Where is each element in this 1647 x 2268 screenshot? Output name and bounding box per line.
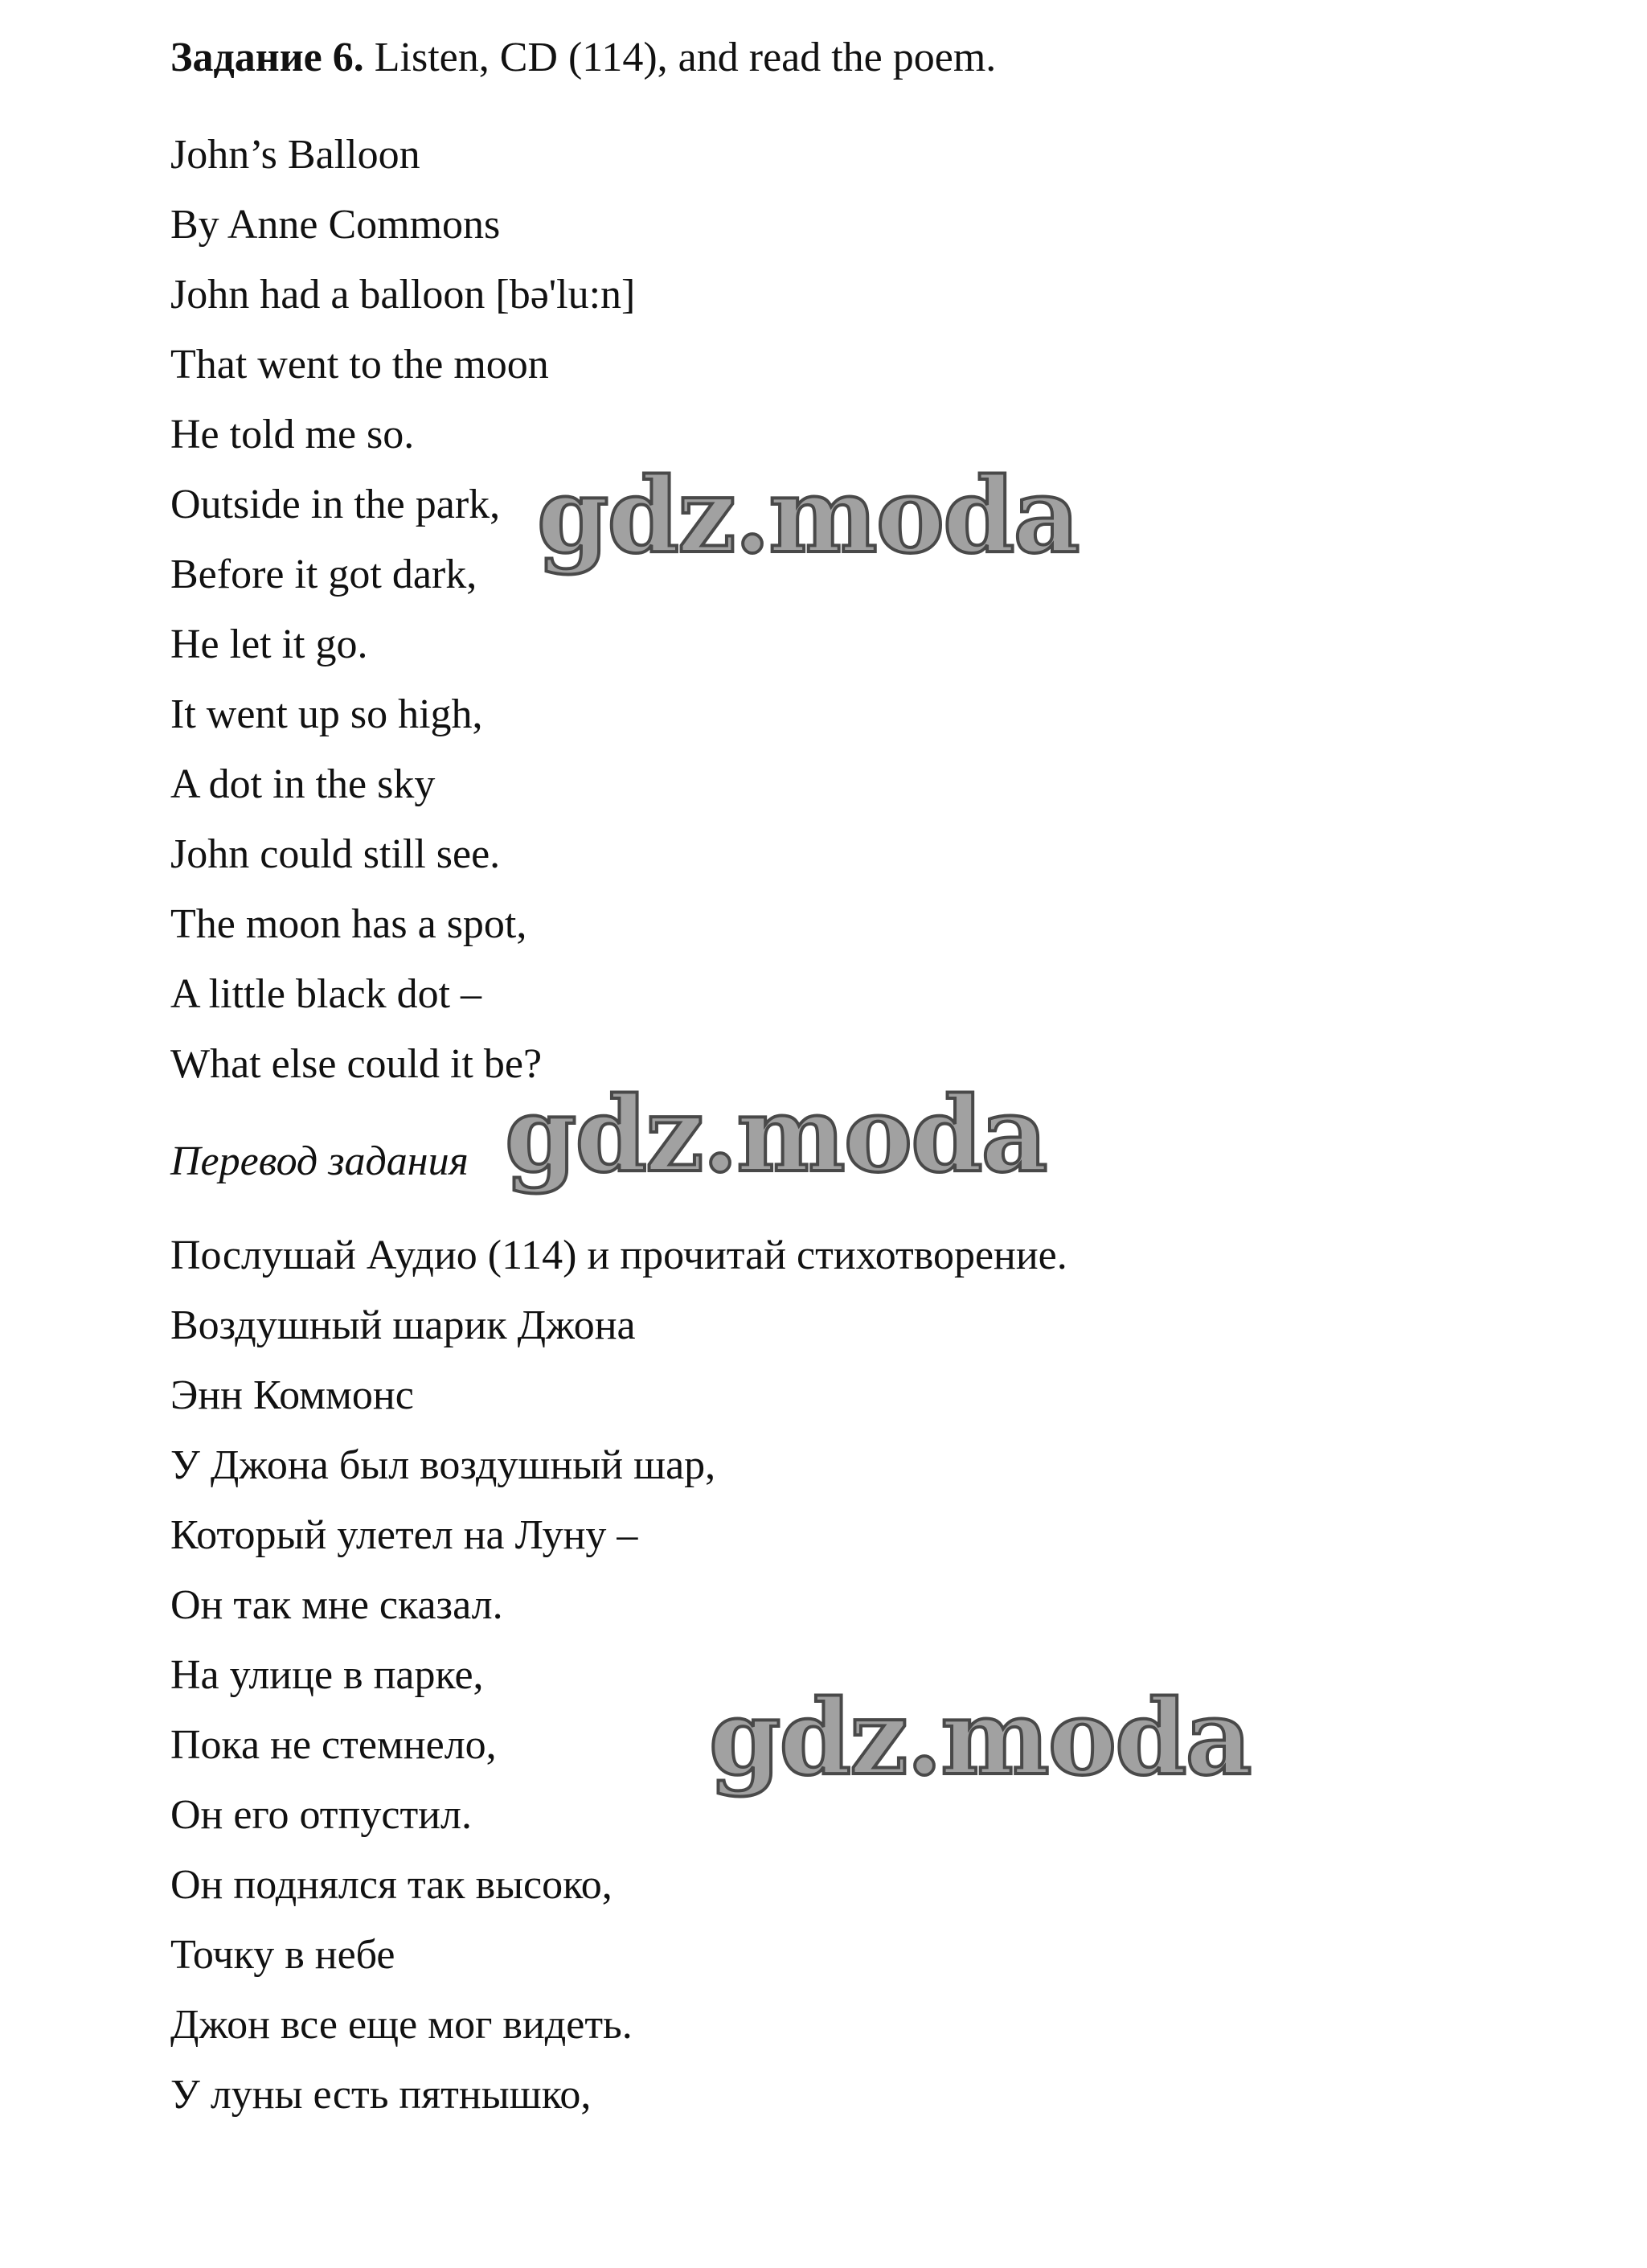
poem-line: Before it got dark, bbox=[170, 552, 477, 597]
poem-title: John’s Balloon bbox=[170, 132, 420, 178]
watermark: gdz.moda bbox=[505, 1075, 1047, 1196]
task-heading bbox=[170, 34, 996, 82]
poem-line: That went to the moon bbox=[170, 342, 549, 388]
task-label: Задание 6. bbox=[170, 35, 364, 80]
translation-instruction: Послушай Аудио (114) и прочитай стихотворение. bbox=[170, 1232, 1067, 1278]
translation-line: Который улетел на Луну – bbox=[170, 1512, 638, 1558]
poem-line: What else could it be? bbox=[170, 1041, 543, 1087]
translation-line: Он его отпустил. bbox=[170, 1792, 472, 1838]
translation-line: Точку в небе bbox=[170, 1932, 395, 1978]
translation-line: На улице в парке, bbox=[170, 1652, 484, 1698]
translation-line: Он так мне сказал. bbox=[170, 1582, 503, 1628]
task-instruction: Listen, CD (114), and read the poem. bbox=[374, 35, 997, 80]
translation-line: Пока не стемнело, bbox=[170, 1722, 497, 1768]
translation-line: У луны есть пятнышко, bbox=[170, 2072, 592, 2118]
watermark: gdz.moda bbox=[537, 456, 1079, 576]
poem-line: A dot in the sky bbox=[170, 761, 436, 807]
poem-line: He told me so. bbox=[170, 412, 415, 457]
poem-line: He let it go. bbox=[170, 621, 368, 667]
poem-line: John had a balloon [bə'lu:n] bbox=[170, 272, 636, 318]
translation-title: Воздушный шарик Джона bbox=[170, 1302, 636, 1348]
poem-line: The moon has a spot, bbox=[170, 901, 527, 947]
translation-line: Он поднялся так высоко, bbox=[170, 1862, 613, 1908]
translation-line: Джон все еще мог видеть. bbox=[170, 2002, 633, 2048]
poem-line: It went up so high, bbox=[170, 691, 483, 737]
translation-author: Энн Коммонс bbox=[170, 1372, 414, 1418]
poem-author: By Anne Commons bbox=[170, 202, 501, 248]
watermark: gdz.moda bbox=[709, 1678, 1251, 1798]
poem-line: Outside in the park, bbox=[170, 482, 501, 527]
translation-line: У Джона был воздушный шар, bbox=[170, 1442, 716, 1488]
translation-heading: Перевод задания bbox=[170, 1138, 469, 1184]
poem-line: A little black dot – bbox=[170, 971, 482, 1017]
poem-line: John could still see. bbox=[170, 831, 501, 877]
